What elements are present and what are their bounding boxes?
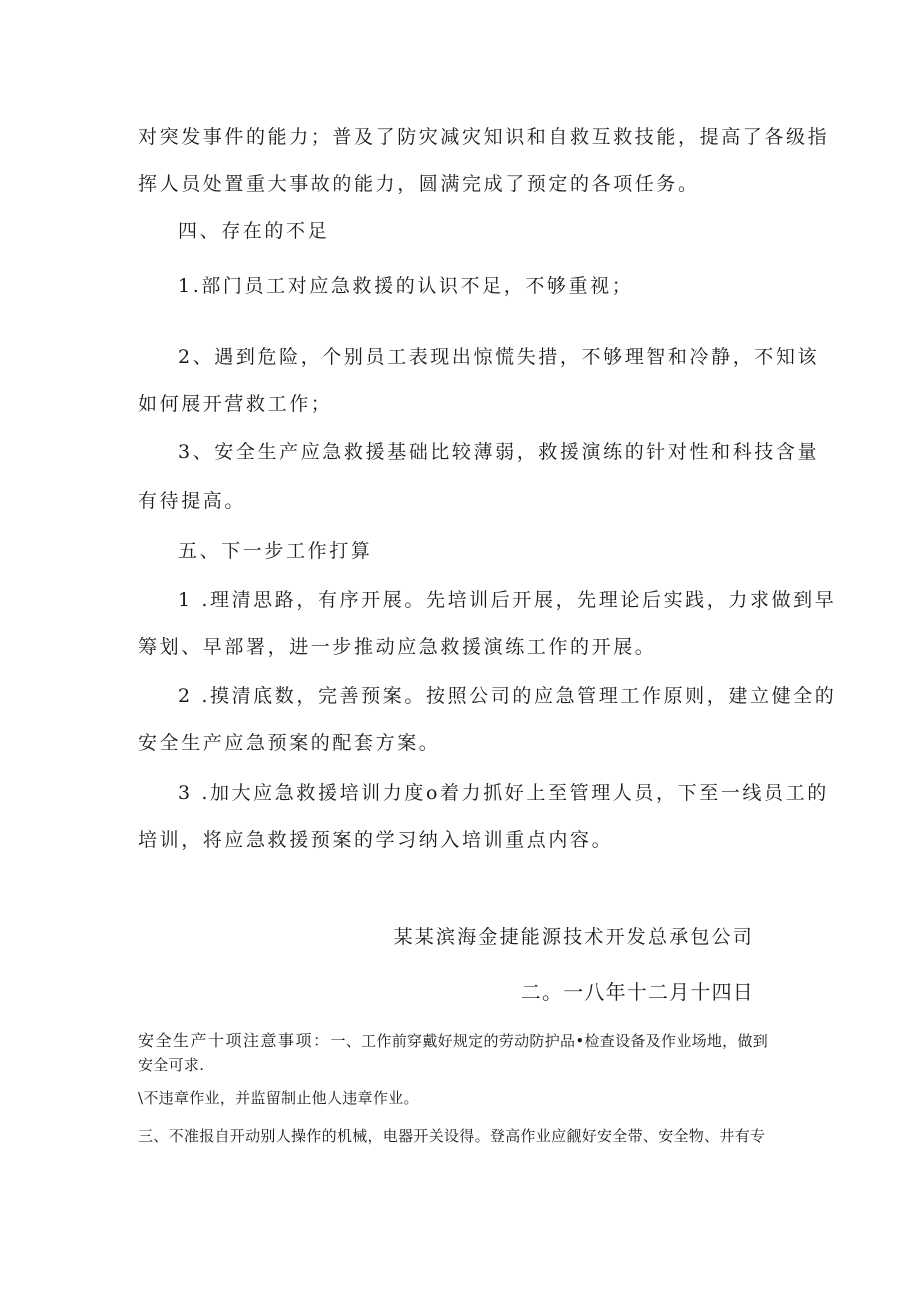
notes-line-3: \不违章作业，并监留制止他人违章作业。: [138, 1089, 419, 1107]
plan-item-1: 1 .理清思路，有序开展。先培训后开展，先理论后实践，力求做到早: [178, 589, 837, 611]
notes-line-4: 三、不准报自开动别人操作的机械，电器开关设得。登高作业应觎好安全带、安全物、井有专: [138, 1127, 766, 1145]
plan-item-2: 2 .摸清底数，完善预案。按照公司的应急管理工作原则，建立健全的: [178, 685, 837, 707]
signature-company: 某某滨海金捷能源技术开发总承包公司: [393, 926, 754, 948]
notes-line-1: [138, 1033, 768, 1049]
deficiency-item-2-cont: 如何展开营救工作；: [138, 393, 333, 415]
signature-date: 二。一八年十二月十四日: [520, 980, 754, 1004]
notes-line-2: 安全可求.: [138, 1056, 205, 1074]
body-line-2: 挥人员处置重大事故的能力，圆满完成了预定的各项任务。: [138, 173, 700, 195]
body-line-1: 对突发事件的能力；普及了防灾减灾知识和自救互救技能，提高了各级指: [138, 126, 830, 148]
plan-item-1-cont: 筹划、早部署，进一步推动应急救援演练工作的开展。: [138, 636, 657, 658]
notes-item-1: 一、工作前穿戴好规定的劳动防护品•检查设备及作业场地，做到: [330, 1032, 769, 1050]
section-heading-deficiencies: 四、存在的不足: [178, 220, 330, 242]
notes-heading: 安全生产十项注意事项：: [138, 1031, 331, 1050]
deficiency-item-3: 3、安全生产应急救援基础比较薄弱，救援演练的针对性和科技含量: [178, 441, 820, 463]
deficiency-item-3-cont: 有待提高。: [138, 490, 247, 512]
deficiency-item-2: 2、遇到危险，个别员工表现出惊慌失措，不够理智和冷静，不知该: [178, 346, 820, 368]
deficiency-item-1: 1.部门员工对应急救援的认识不足，不够重视；: [178, 275, 634, 297]
plan-item-3-cont: 培训，将应急救援预案的学习纳入培训重点内容。: [138, 829, 614, 851]
plan-item-2-cont: 安全生产应急预案的配套方案。: [138, 732, 441, 754]
section-heading-next-steps: 五、下一步工作打算: [178, 540, 373, 562]
plan-item-3: 3 .加大应急救援培训力度o着力抓好上至管理人员，下至一线员工的: [178, 782, 829, 804]
